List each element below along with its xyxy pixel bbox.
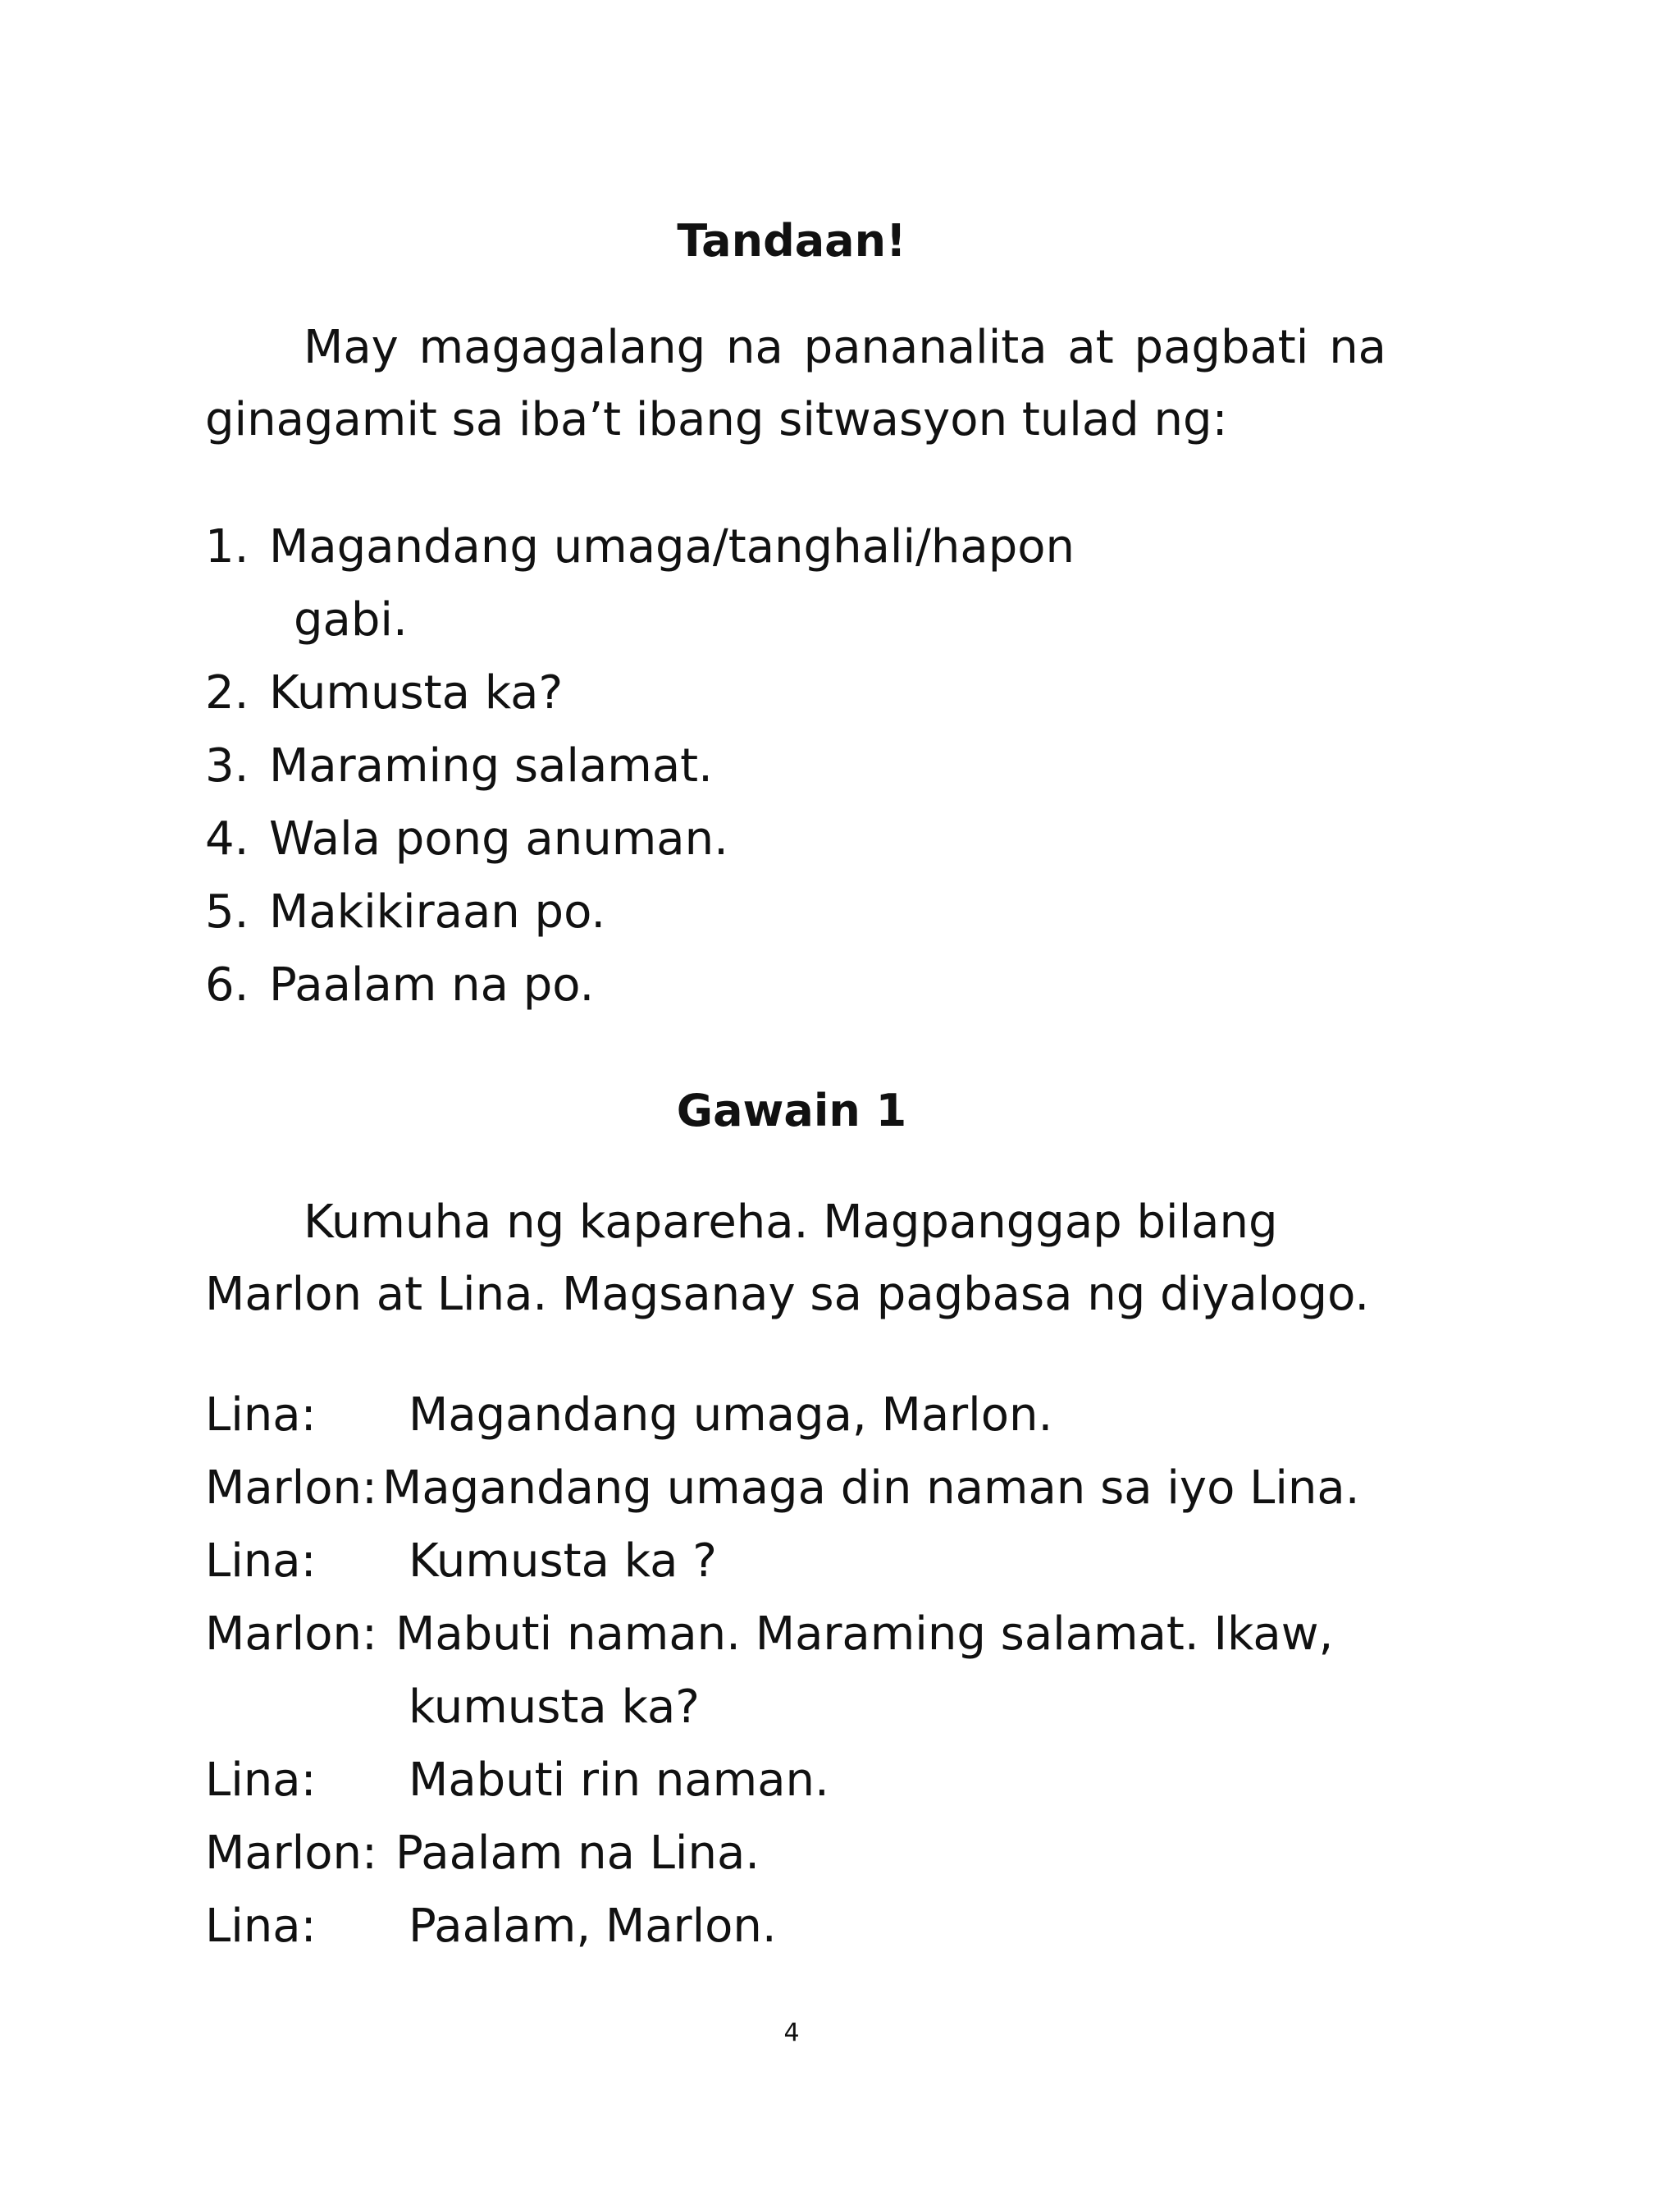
dialogue-line: Magandang umaga din naman sa iyo Lina.	[382, 1461, 1360, 1515]
list-item-text: Magandang umaga/tanghali/hapon	[269, 520, 1075, 574]
dialogue-speaker: Lina:	[205, 1388, 317, 1442]
dialogue-line: Mabuti naman. Maraming salamat. Ikaw,	[395, 1607, 1334, 1661]
gawain-instruction-line-2: Marlon at Lina. Magsanay sa pagbasa ng diyalogo.	[205, 1268, 1370, 1321]
list-item	[205, 729, 1075, 802]
tandaan-intro-line-2: ginagamit sa iba’t ibang sitwasyon tulad ng:	[205, 393, 1228, 446]
gawain-heading: Gawain 1	[676, 1085, 907, 1136]
list-item	[205, 876, 1075, 949]
dialogue-line: Kumusta ka ?	[409, 1534, 718, 1588]
gawain-instructions	[205, 1186, 1386, 1331]
list-item-text: Paalam na po.	[269, 958, 595, 1012]
dialogue-line: Paalam, Marlon.	[409, 1900, 777, 1953]
list-item-text: Makikiraan po.	[269, 885, 606, 939]
gawain-instruction-line-1: Kumuha ng kapareha. Magpanggap bilang	[304, 1196, 1278, 1249]
dialogue-line-continuation: kumusta ka?	[409, 1680, 700, 1734]
list-item	[205, 949, 1075, 1022]
page-number: 4	[783, 2019, 800, 2047]
list-item	[205, 802, 1075, 876]
list-item-number: 6.	[205, 958, 249, 1012]
dialogue-speaker: Lina:	[205, 1534, 317, 1588]
dialogue-speaker: Marlon:	[205, 1827, 377, 1880]
list-item-number: 2.	[205, 666, 249, 720]
dialogue-speaker: Lina:	[205, 1900, 317, 1953]
dialogue-line: Mabuti rin naman.	[409, 1753, 829, 1807]
list-item	[205, 656, 1075, 729]
list-item-number: 1.	[205, 520, 249, 574]
list-item-number: 5.	[205, 885, 249, 939]
list-item-number: 4.	[205, 812, 249, 866]
list-item-text: Maraming salamat.	[269, 739, 713, 793]
dialogue-speaker: Marlon:	[205, 1607, 377, 1661]
dialogue-line: Magandang umaga, Marlon.	[409, 1388, 1053, 1442]
tandaan-intro-line-1: May magagalang na pananalita at pagbati na	[304, 321, 1386, 374]
list-item-text: Wala pong anuman.	[269, 812, 728, 866]
dialogue-line: Paalam na Lina.	[395, 1827, 760, 1880]
tandaan-heading: Tandaan!	[677, 215, 906, 267]
tandaan-intro	[205, 312, 1386, 456]
list-item-text: Kumusta ka?	[269, 666, 564, 720]
list-item-continuation: gabi.	[294, 593, 408, 647]
dialogue-speaker: Lina:	[205, 1753, 317, 1807]
greetings-list	[205, 510, 1075, 1022]
list-item-number: 3.	[205, 739, 249, 793]
list-item	[205, 510, 1075, 656]
dialogue-speaker: Marlon:	[205, 1461, 377, 1515]
